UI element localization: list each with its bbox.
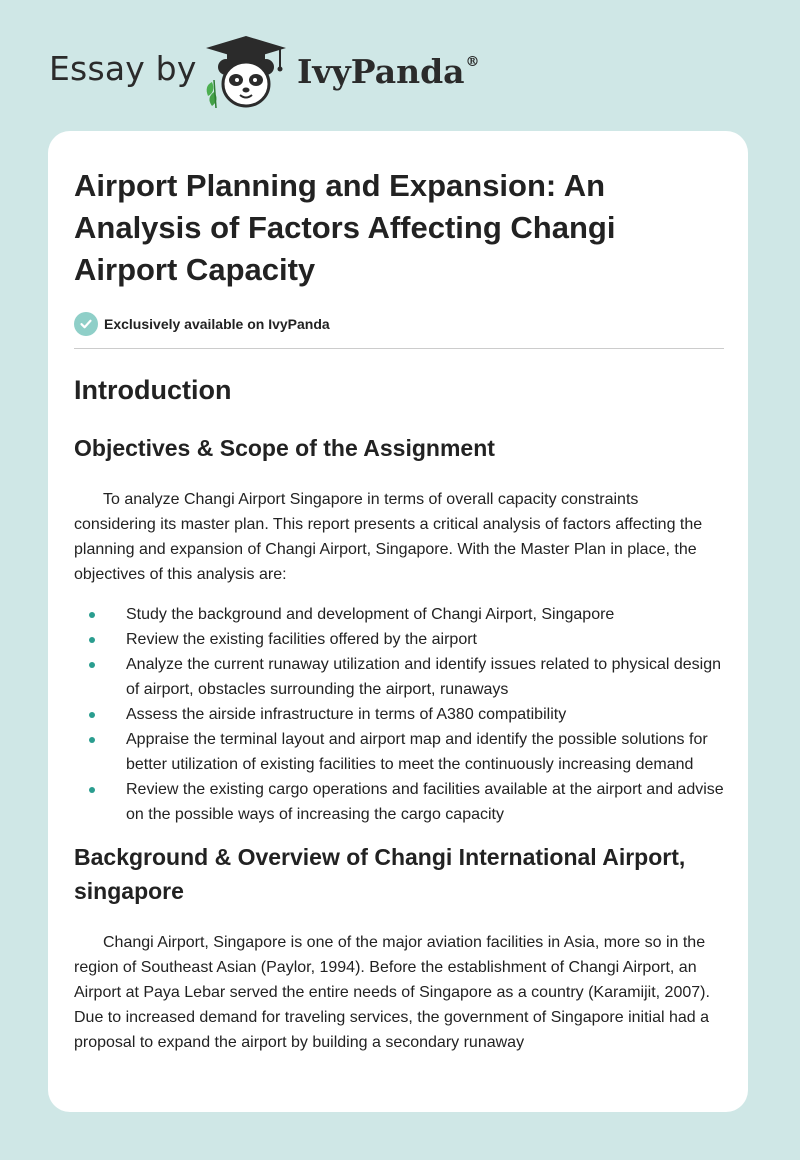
background-paragraph: Changi Airport, Singapore is one of the major aviation facilities in Asia, more so in the region of Southeast Asian (Paylor, 1994). Before the establishment of Changi Airport, an Airport at Paya Lebar served the entire needs of Singapore as a country (Karamijit, 2007). Due to increased demand for traveling services, the government of Singapore initial had a proposal to expand the airport by building a secondary runaway (74, 934, 710, 1051)
check-badge-icon (74, 312, 98, 336)
document-content (74, 131, 724, 1055)
list-item: Analyze the current runaway utilization and identify issues related to physical design of airport, obstacles surrounding the airport, runaways (74, 652, 724, 702)
brand-prefix: Essay by (49, 49, 197, 88)
subsection-heading-objectives: Objectives & Scope of the Assignment (74, 435, 495, 461)
subsection-heading-background: Background & Overview of Changi International Airport, singapore (74, 844, 686, 904)
site-header (0, 0, 800, 130)
exclusive-badge (74, 311, 724, 337)
document-card (48, 131, 748, 1112)
list-item: Appraise the terminal layout and airport map and identify the possible solutions for better utilization of existing facilities to meet the continuously increasing demand (74, 727, 724, 777)
title-divider (74, 348, 724, 349)
objectives-paragraph: To analyze Changi Airport Singapore in terms of overall capacity constraints considering its master plan. This report presents a critical analysis of factors affecting the planning and expansion of Changi Airport, Singapore. With the Master Plan in place, the objectives of this analysis are: (74, 491, 703, 583)
registered-mark: ® (465, 54, 480, 70)
list-item: Assess the airside infrastructure in terms of A380 compatibility (74, 702, 724, 727)
list-item: Review the existing cargo operations and facilities available at the airport and advise on the possible ways of increasing the cargo capacity (74, 777, 724, 827)
brand-name[interactable]: IvyPanda® (297, 52, 480, 91)
list-item: Review the existing facilities offered by the airport (74, 627, 724, 652)
list-item: Study the background and development of Changi Airport, Singapore (74, 602, 724, 627)
document-title: Airport Planning and Expansion: An Analysis of Factors Affecting Changi Airport Capacity (74, 168, 616, 287)
section-heading-introduction: Introduction (74, 375, 232, 405)
panda-graduate-logo-icon[interactable] (200, 34, 292, 110)
checkmark-icon (79, 317, 93, 331)
objectives-list (74, 602, 724, 827)
exclusive-label: Exclusively available on IvyPanda (104, 316, 330, 332)
